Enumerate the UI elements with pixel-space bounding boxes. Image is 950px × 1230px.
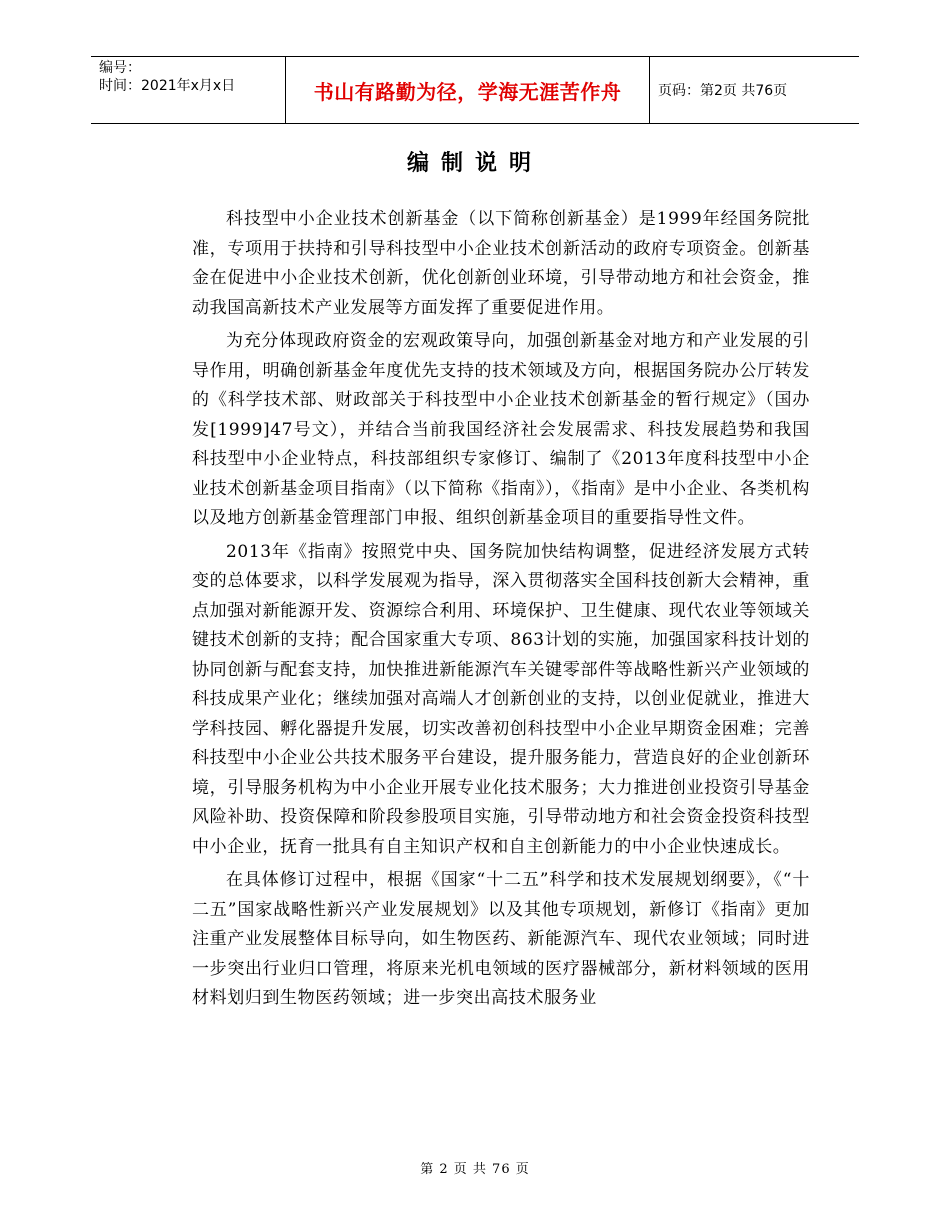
page-footer: 第 2 页 共 76 页 (420, 1162, 530, 1177)
header-motto-cell (286, 57, 650, 123)
document-body (192, 205, 810, 1018)
paragraph-1: 科技型中小企业技术创新基金（以下简称创新基金）是1999年经国务院批准，专项用于扶持和引导科技型中小企业技术创新活动的政府专项资金。创新基金在促进中小企业技术创新，优化创新创业环境，引导带动地方和社会资金，推动我国高新技术产业发展等方面发挥了重要促进作用。 (192, 209, 810, 318)
header-meta (91, 57, 286, 123)
paragraph-4: 在具体修订过程中，根据《国家“十二五”科学和技术发展规划纲要》，《“十二五”国家战略性新兴产业发展规划》以及其他专项规划，新修订《指南》更加注重产业发展整体目标导向，如生物医药、新能源汽车、现代农业领域；同时进一步突出行业归口管理，将原来光机电领域的医疗器械部分，新材料领域的医用材料划归到生物医药领域；进一步突出高技术服务业 (192, 870, 810, 1008)
document-title: 编制说明 (406, 151, 543, 176)
time-label: 时间：2021年x月x日 (99, 78, 236, 94)
header-page-info: 页码：第2页 共76页 (658, 83, 788, 99)
header-motto: 书山有路勤为径，学海无涯苦作舟 (313, 79, 622, 104)
page-header (91, 56, 859, 124)
paragraph-2: 为充分体现政府资金的宏观政策导向，加强创新基金对地方和产业发展的引导作用，明确创新基金年度优先支持的技术领域及方向，根据国务院办公厅转发的《科学技术部、财政部关于科技型中小企业技术创新基金的暂行规定》（国办发[1999]47号文），并结合当前我国经济社会发展需求、科技发展趋势和我国科技型中小企业特点，科技部组织专家修订、编制了《2013年度科技型中小企业技术创新基金项目指南》（以下简称《指南》），《指南》是中小企业、各类机构以及地方创新基金管理部门申报、组织创新基金项目的重要指导性文件。 (192, 331, 810, 528)
number-label: 编号： (99, 60, 141, 76)
paragraph-3: 2013年《指南》按照党中央、国务院加快结构调整，促进经济发展方式转变的总体要求，以科学发展观为指导，深入贯彻落实全国科技创新大会精神，重点加强对新能源开发、资源综合利用、环境保护、卫生健康、现代农业等领域关键技术创新的支持；配合国家重大专项、863计划的实施，加强国家科技计划的协同创新与配套支持，加快推进新能源汽车关键零部件等战略性新兴产业领域的科技成果产业化；继续加强对高端人才创新创业的支持，以创业促就业，推进大学科技园、孵化器提升发展，切实改善初创科技型中小企业早期资金困难；完善科技型中小企业公共技术服务平台建设，提升服务能力，营造良好的企业创新环境，引导服务机构为中小企业开展专业化技术服务；大力推进创业投资引导基金风险补助、投资保障和阶段参股项目实施，引导带动地方和社会资金投资科技型中小企业，抚育一批具有自主知识产权和自主创新能力的中小企业快速成长。 (192, 541, 810, 857)
